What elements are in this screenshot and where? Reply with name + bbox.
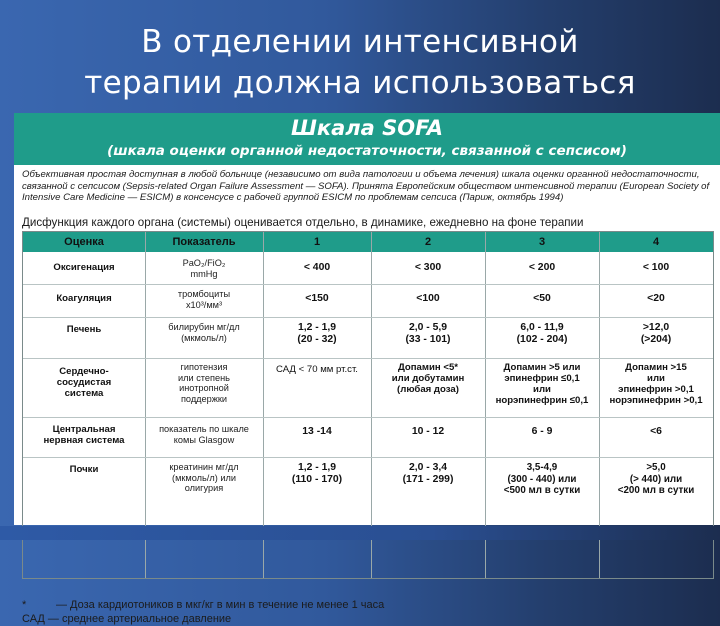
score-2-value: 2,0 - 5,9 (33 - 101) <box>405 322 451 345</box>
slide-title-line-2: терапии должна использоваться <box>84 65 636 101</box>
table-header-row <box>23 232 713 252</box>
row-indicator: показатель по шкале комы Glasgow <box>159 424 249 445</box>
row-name: Почки <box>69 464 99 475</box>
row-indicator: гипотензия или степень инотропной поддержки <box>178 362 230 404</box>
table-row-cns <box>23 424 713 457</box>
slide-title-line-1: В отделении интенсивной <box>141 24 579 60</box>
table-row-liver <box>23 322 713 358</box>
score-3-value: 6,0 - 11,9 (102 - 204) <box>516 322 568 345</box>
score-1-value: <150 <box>305 293 329 304</box>
score-4-value: Допамин >15 или эпинефрин >0,1 норэпинефрин >0,1 <box>609 362 703 406</box>
score-4-value: <20 <box>647 293 665 304</box>
score-2-value: <100 <box>416 293 440 304</box>
sofa-header-banner <box>14 113 720 165</box>
row-indicator: PaO₂/FiO₂ mmHg <box>182 258 226 279</box>
sofa-sheet <box>14 113 720 625</box>
score-1-value: 1,2 - 1,9 (20 - 32) <box>297 322 337 345</box>
score-2-value: 2,0 - 3,4 (171 - 299) <box>402 462 454 485</box>
row-divider <box>23 284 713 285</box>
score-1-value: 1,2 - 1,9 (110 - 170) <box>291 462 343 485</box>
score-2-value: 10 - 12 <box>411 426 445 437</box>
score-3-value: < 200 <box>528 262 556 273</box>
row-name: Печень <box>66 324 102 335</box>
score-3-value: <50 <box>533 293 551 304</box>
score-1-value: САД < 70 мм рт.ст. <box>276 364 358 375</box>
footnote-dose-text: — Доза кардиотоников в мкг/кг в мин в течение не менее 1 часа <box>56 599 385 611</box>
row-divider <box>23 457 713 458</box>
row-name: Коагуляция <box>56 293 112 304</box>
row-indicator: билирубин мг/дл (мкмоль/л) <box>168 322 240 343</box>
header-cell-3: 3 <box>538 236 546 248</box>
score-3-value: Допамин >5 или эпинефрин ≤0,1 или норэпинефрин ≤0,1 <box>495 362 589 406</box>
score-2-value: Допамин <5* или добутамин (любая доза) <box>391 362 465 395</box>
header-cell-score: Оценка <box>64 236 104 248</box>
row-indicator: креатинин мг/дл (мкмоль/л) или олигурия <box>169 462 239 494</box>
header-cell-2: 2 <box>424 236 432 248</box>
row-divider <box>23 317 713 318</box>
score-4-value: <6 <box>650 426 662 437</box>
sofa-intro-text: Объективная простая доступная в любой больнице (независимо от вида патологии и объема лечения) шкала оценки органной недостаточности, связанной с сепсисом (Sepsis-related Organ Failure Assessment — SOFA). Принята Европейским обществом интенсивной терапии (European Society of Intensive Care Medicine — ESICM) в консенсусе с рабочей группой ESICM по проблемам сепсиса (Париж, октябрь 1994) <box>22 169 710 204</box>
header-cell-4: 4 <box>652 236 660 248</box>
header-cell-indicator: Показатель <box>172 236 236 248</box>
table-row-cardiovascular <box>23 362 713 417</box>
row-name: Центральная нервная система <box>43 424 125 446</box>
sofa-footnotes <box>22 598 716 626</box>
table-row-kidneys <box>23 462 713 510</box>
score-3-value: 3,5-4,9 (300 - 440) или <500 мл в сутки <box>503 462 581 496</box>
table-row-coagulation <box>23 289 713 317</box>
table-row-oxygenation <box>23 258 713 284</box>
footnote-map: САД — среднее артериальное давление <box>22 613 232 625</box>
score-3-value: 6 - 9 <box>531 426 553 437</box>
row-indicator: тромбоциты x10³/мм³ <box>177 289 231 310</box>
score-1-value: 13 -14 <box>302 426 332 437</box>
score-4-value: >5,0 (> 440) или <200 мл в сутки <box>617 462 695 496</box>
score-1-value: < 400 <box>303 262 331 273</box>
bottom-decorative-bar <box>0 526 720 540</box>
sofa-title: Шкала SOFA <box>290 116 444 140</box>
score-2-value: < 300 <box>414 262 442 273</box>
slide-title <box>0 22 720 104</box>
footnote-dose <box>22 598 716 612</box>
row-name: Оксигенация <box>53 262 115 273</box>
footnote-star: * <box>22 599 27 611</box>
header-cell-1: 1 <box>313 236 321 248</box>
row-divider <box>23 358 713 359</box>
score-4-value: < 100 <box>642 262 670 273</box>
row-divider <box>23 417 713 418</box>
sofa-lead-text: Дисфункция каждого органа (системы) оценивается отдельно, в динамике, ежедневно на фоне терапии <box>22 216 584 229</box>
sofa-subtitle: (шкала оценки органной недостаточности, связанной с сепсисом) <box>107 143 627 159</box>
score-4-value: >12,0 (>204) <box>640 322 672 345</box>
row-name: Сердечно- сосудистая система <box>56 366 112 399</box>
